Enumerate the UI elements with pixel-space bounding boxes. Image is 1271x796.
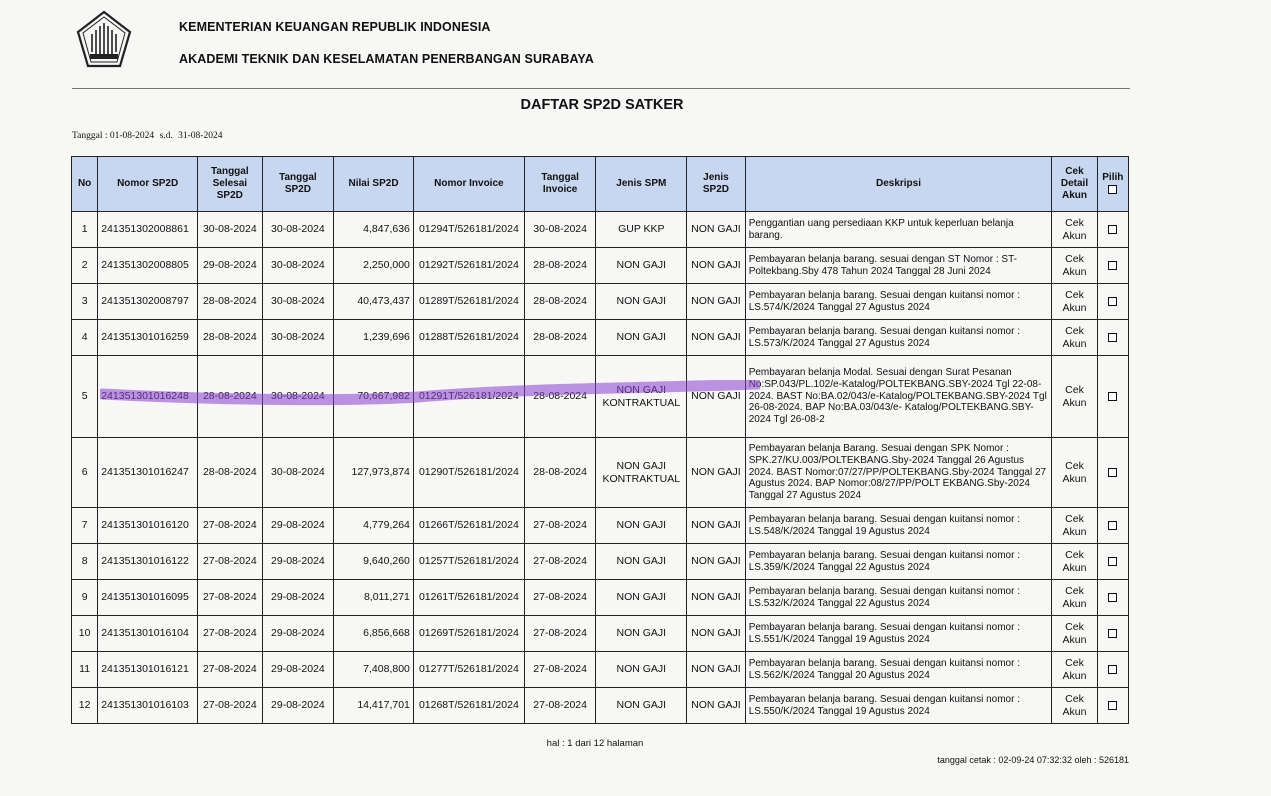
cell-tanggal-sp2d: 30-08-2024: [262, 356, 334, 438]
cell-jenis-sp2d: NON GAJI: [687, 284, 745, 320]
cek-akun-link[interactable]: Cek Akun: [1052, 320, 1097, 356]
cell-tanggal-sp2d: 30-08-2024: [262, 248, 334, 284]
cell-nomor-sp2d: 241351301016247: [98, 438, 198, 508]
col-nomor-sp2d: Nomor SP2D: [98, 157, 198, 212]
cell-jenis-spm: NON GAJI KONTRAKTUAL: [596, 438, 687, 508]
cell-no: 3: [72, 284, 98, 320]
cell-no: 2: [72, 248, 98, 284]
row-select-checkbox[interactable]: [1108, 392, 1117, 401]
cell-tanggal-sp2d: 29-08-2024: [262, 688, 334, 724]
cell-tanggal-sp2d: 29-08-2024: [262, 580, 334, 616]
header-divider: [72, 88, 1130, 89]
row-select-checkbox[interactable]: [1108, 629, 1117, 638]
cell-nomor-sp2d: 241351302008797: [98, 284, 198, 320]
cell-no: 4: [72, 320, 98, 356]
cell-tanggal-invoice: 28-08-2024: [524, 438, 596, 508]
cell-deskripsi: Pembayaran belanja barang. Sesuai dengan kuitansi nomor : LS.562/K/2024 Tanggal 20 Agustus 2024: [745, 652, 1052, 688]
table-row: [72, 544, 1129, 580]
cell-nilai-sp2d: 127,973,874: [334, 438, 414, 508]
cell-tanggal-sp2d: 29-08-2024: [262, 616, 334, 652]
cell-tanggal-invoice: 27-08-2024: [524, 616, 596, 652]
cell-pilih: [1097, 248, 1128, 284]
report-title: DAFTAR SP2D SATKER: [520, 97, 684, 113]
cell-nomor-sp2d: 241351302008805: [98, 248, 198, 284]
row-select-checkbox[interactable]: [1108, 701, 1117, 710]
period-end: 31-08-2024: [178, 131, 223, 141]
col-tanggal-invoice: Tanggal Invoice: [524, 157, 596, 212]
cell-nomor-sp2d: 241351301016259: [98, 320, 198, 356]
cell-nomor-sp2d: 241351301016104: [98, 616, 198, 652]
col-pilih-label: Pilih: [1102, 172, 1124, 184]
cell-tanggal-selesai: 29-08-2024: [198, 248, 263, 284]
table-row: [72, 580, 1129, 616]
cek-akun-link[interactable]: Cek Akun: [1052, 508, 1097, 544]
cell-deskripsi: Pembayaran belanja barang. Sesuai dengan kuitansi nomor : LS.359/K/2024 Tanggal 22 Agustus 2024: [745, 544, 1052, 580]
table-row: [72, 212, 1129, 248]
col-jenis-spm: Jenis SPM: [596, 157, 687, 212]
cell-jenis-sp2d: NON GAJI: [687, 688, 745, 724]
cek-akun-link[interactable]: Cek Akun: [1052, 356, 1097, 438]
cell-nilai-sp2d: 9,640,260: [334, 544, 414, 580]
cell-jenis-sp2d: NON GAJI: [687, 320, 745, 356]
cell-no: 10: [72, 616, 98, 652]
row-select-checkbox[interactable]: [1108, 297, 1117, 306]
cell-nomor-invoice: 01291T/526181/2024: [413, 356, 524, 438]
cell-nilai-sp2d: 1,239,696: [334, 320, 414, 356]
cell-nilai-sp2d: 14,417,701: [334, 688, 414, 724]
cek-akun-link[interactable]: Cek Akun: [1052, 212, 1097, 248]
cell-nilai-sp2d: 40,473,437: [334, 284, 414, 320]
col-pilih: [1097, 157, 1128, 212]
cell-nomor-invoice: 01289T/526181/2024: [413, 284, 524, 320]
cell-no: 6: [72, 438, 98, 508]
institution-name: AKADEMI TEKNIK DAN KESELAMATAN PENERBANGAN SURABAYA: [179, 52, 594, 66]
cell-nomor-invoice: 01288T/526181/2024: [413, 320, 524, 356]
cell-no: 7: [72, 508, 98, 544]
cell-tanggal-sp2d: 29-08-2024: [262, 508, 334, 544]
cell-pilih: [1097, 212, 1128, 248]
cell-deskripsi: Pembayaran belanja barang. Sesuai dengan kuitansi nomor : LS.573/K/2024 Tanggal 27 Agustus 2024: [745, 320, 1052, 356]
cell-pilih: [1097, 544, 1128, 580]
col-jenis-sp2d: Jenis SP2D: [687, 157, 745, 212]
cell-nilai-sp2d: 70,667,982: [334, 356, 414, 438]
cell-tanggal-selesai: 28-08-2024: [198, 356, 263, 438]
cell-deskripsi: Pembayaran belanja barang. Sesuai dengan kuitansi nomor : LS.551/K/2024 Tanggal 19 Agustus 2024: [745, 616, 1052, 652]
cell-jenis-sp2d: NON GAJI: [687, 652, 745, 688]
cell-pilih: [1097, 688, 1128, 724]
cell-nomor-invoice: 01266T/526181/2024: [413, 508, 524, 544]
cell-jenis-spm: NON GAJI: [596, 508, 687, 544]
cell-jenis-sp2d: NON GAJI: [687, 356, 745, 438]
cell-nomor-invoice: 01292T/526181/2024: [413, 248, 524, 284]
table-row: [72, 284, 1129, 320]
cell-nomor-sp2d: 241351302008861: [98, 212, 198, 248]
cell-tanggal-sp2d: 30-08-2024: [262, 438, 334, 508]
table-row: [72, 320, 1129, 356]
page-indicator: hal : 1 dari 12 halaman: [546, 738, 644, 749]
sp2d-table: [71, 156, 1129, 724]
cell-nomor-invoice: 01269T/526181/2024: [413, 616, 524, 652]
cell-tanggal-invoice: 27-08-2024: [524, 580, 596, 616]
cell-nomor-invoice: 01294T/526181/2024: [413, 212, 524, 248]
cell-no: 12: [72, 688, 98, 724]
cell-tanggal-invoice: 28-08-2024: [524, 284, 596, 320]
cell-jenis-spm: NON GAJI: [596, 580, 687, 616]
cell-tanggal-invoice: 27-08-2024: [524, 652, 596, 688]
cell-jenis-spm: NON GAJI: [596, 688, 687, 724]
cell-jenis-sp2d: NON GAJI: [687, 212, 745, 248]
cell-no: 11: [72, 652, 98, 688]
cell-tanggal-sp2d: 29-08-2024: [262, 544, 334, 580]
cell-tanggal-selesai: 27-08-2024: [198, 508, 263, 544]
cell-no: 1: [72, 212, 98, 248]
cell-deskripsi: Pembayaran belanja barang. sesuai dengan ST Nomor : ST-Poltekbang.Sby 478 Tahun 2024 Tanggal 28 Juni 2024: [745, 248, 1052, 284]
col-no: No: [72, 157, 98, 212]
cell-pilih: [1097, 356, 1128, 438]
row-select-checkbox[interactable]: [1108, 261, 1117, 270]
select-all-checkbox[interactable]: [1108, 185, 1117, 194]
cek-akun-link[interactable]: Cek Akun: [1052, 284, 1097, 320]
cell-tanggal-sp2d: 30-08-2024: [262, 284, 334, 320]
cell-no: 8: [72, 544, 98, 580]
cell-pilih: [1097, 438, 1128, 508]
cell-jenis-sp2d: NON GAJI: [687, 580, 745, 616]
cell-tanggal-selesai: 27-08-2024: [198, 580, 263, 616]
cell-nilai-sp2d: 8,011,271: [334, 580, 414, 616]
col-nomor-invoice: Nomor Invoice: [413, 157, 524, 212]
cell-tanggal-selesai: 27-08-2024: [198, 652, 263, 688]
cell-nomor-invoice: 01257T/526181/2024: [413, 544, 524, 580]
cell-tanggal-invoice: 30-08-2024: [524, 212, 596, 248]
table-row: [72, 508, 1129, 544]
row-select-checkbox[interactable]: [1108, 521, 1117, 530]
print-stamp: tanggal cetak : 02-09-24 07:32:32 oleh : 526181: [937, 755, 1129, 765]
cell-tanggal-selesai: 27-08-2024: [198, 544, 263, 580]
cell-tanggal-selesai: 28-08-2024: [198, 438, 263, 508]
cell-tanggal-sp2d: 30-08-2024: [262, 320, 334, 356]
cell-nilai-sp2d: 2,250,000: [334, 248, 414, 284]
col-tanggal-sp2d: Tanggal SP2D: [262, 157, 334, 212]
cek-akun-link[interactable]: Cek Akun: [1052, 688, 1097, 724]
row-select-checkbox[interactable]: [1108, 225, 1117, 234]
cell-nilai-sp2d: 4,847,636: [334, 212, 414, 248]
cell-nomor-sp2d: 241351301016095: [98, 580, 198, 616]
cell-tanggal-selesai: 30-08-2024: [198, 212, 263, 248]
cell-jenis-sp2d: NON GAJI: [687, 544, 745, 580]
cell-jenis-sp2d: NON GAJI: [687, 508, 745, 544]
table-row: [72, 616, 1129, 652]
cell-nilai-sp2d: 7,408,800: [334, 652, 414, 688]
cell-pilih: [1097, 508, 1128, 544]
table-row: [72, 356, 1129, 438]
cell-deskripsi: Pembayaran belanja barang. Sesuai dengan kuitansi nomor : LS.532/K/2024 Tanggal 22 Agustus 2024: [745, 580, 1052, 616]
cell-tanggal-invoice: 28-08-2024: [524, 248, 596, 284]
cell-tanggal-sp2d: 30-08-2024: [262, 212, 334, 248]
cell-tanggal-invoice: 27-08-2024: [524, 544, 596, 580]
cell-deskripsi: Pembayaran belanja barang. Sesuai dengan kuitansi nomor : LS.548/K/2024 Tanggal 19 Agustus 2024: [745, 508, 1052, 544]
cell-pilih: [1097, 652, 1128, 688]
table-header-row: [72, 157, 1129, 212]
table-body: [72, 212, 1129, 724]
cek-akun-link[interactable]: Cek Akun: [1052, 438, 1097, 508]
cell-tanggal-selesai: 27-08-2024: [198, 688, 263, 724]
cek-akun-link[interactable]: Cek Akun: [1052, 580, 1097, 616]
table-row: [72, 248, 1129, 284]
cek-akun-link[interactable]: Cek Akun: [1052, 248, 1097, 284]
cell-jenis-sp2d: NON GAJI: [687, 616, 745, 652]
cell-pilih: [1097, 616, 1128, 652]
cell-tanggal-invoice: 27-08-2024: [524, 508, 596, 544]
cell-nomor-sp2d: 241351301016121: [98, 652, 198, 688]
cell-jenis-spm: NON GAJI: [596, 320, 687, 356]
col-tanggal-selesai: Tanggal Selesai SP2D: [198, 157, 263, 212]
cell-tanggal-invoice: 27-08-2024: [524, 688, 596, 724]
period-separator: s.d.: [159, 131, 173, 141]
cek-akun-link[interactable]: Cek Akun: [1052, 652, 1097, 688]
row-select-checkbox[interactable]: [1108, 468, 1117, 477]
cell-pilih: [1097, 284, 1128, 320]
ministry-emblem-icon: [74, 10, 134, 70]
cell-tanggal-invoice: 28-08-2024: [524, 320, 596, 356]
cell-nilai-sp2d: 4,779,264: [334, 508, 414, 544]
cell-tanggal-sp2d: 29-08-2024: [262, 652, 334, 688]
cell-nomor-invoice: 01290T/526181/2024: [413, 438, 524, 508]
cell-jenis-spm: NON GAJI: [596, 652, 687, 688]
cell-jenis-spm: NON GAJI: [596, 544, 687, 580]
col-deskripsi: Deskripsi: [745, 157, 1052, 212]
table-row: [72, 652, 1129, 688]
row-select-checkbox[interactable]: [1108, 593, 1117, 602]
cek-akun-link[interactable]: Cek Akun: [1052, 616, 1097, 652]
table-row: [72, 688, 1129, 724]
cell-jenis-spm: NON GAJI: [596, 248, 687, 284]
cell-no: 5: [72, 356, 98, 438]
cell-pilih: [1097, 320, 1128, 356]
col-cek-detail-akun: Cek Detail Akun: [1052, 157, 1097, 212]
cell-jenis-sp2d: NON GAJI: [687, 248, 745, 284]
cell-deskripsi: Penggantian uang persediaan KKP untuk keperluan belanja barang.: [745, 212, 1052, 248]
cell-nomor-invoice: 01277T/526181/2024: [413, 652, 524, 688]
cell-deskripsi: Pembayaran belanja Modal. Sesuai dengan Surat Pesanan No:SP.043/PL.102/e-Katalog/POLTEKBANG.SBY-2024 Tgl 22-08-2024. BAST No:BA.02/043/e-Katalog/POLTEKBANG.SBY-2024 Tgl 26-08-2024. BAP No:BA.03/043/e- Katalog/POLTEKBANG.SBY-2024 Tgl 26-08-2: [745, 356, 1052, 438]
cell-pilih: [1097, 580, 1128, 616]
cell-nomor-sp2d: 241351301016103: [98, 688, 198, 724]
cell-deskripsi: Pembayaran belanja barang. Sesuai dengan kuitansi nomor : LS.550/K/2024 Tanggal 19 Agustus 2024: [745, 688, 1052, 724]
cell-jenis-spm: NON GAJI KONTRAKTUAL: [596, 356, 687, 438]
cell-jenis-sp2d: NON GAJI: [687, 438, 745, 508]
col-nilai-sp2d: Nilai SP2D: [334, 157, 414, 212]
report-period: [72, 131, 225, 141]
cell-deskripsi: Pembayaran belanja barang. Sesuai dengan kuitansi nomor : LS.574/K/2024 Tanggal 27 Agustus 2024: [745, 284, 1052, 320]
cell-jenis-spm: NON GAJI: [596, 616, 687, 652]
cell-nomor-sp2d: 241351301016120: [98, 508, 198, 544]
cell-tanggal-invoice: 28-08-2024: [524, 356, 596, 438]
cek-akun-link[interactable]: Cek Akun: [1052, 544, 1097, 580]
cell-tanggal-selesai: 27-08-2024: [198, 616, 263, 652]
cell-jenis-spm: GUP KKP: [596, 212, 687, 248]
cell-deskripsi: Pembayaran belanja Barang. Sesuai dengan SPK Nomor : SPK.27/KU.003/POLTEKBANG.Sby-2024 Tanggal 26 Agustus 2024. BAST Nomor:07/27/PP/POLTEKBANG.Sby-2024 Tanggal 27 Agustus 2024. BAP Nomor:08/27/PP/POLT EKBANG.Sby-2024 Tanggal 27 Agustus 2024: [745, 438, 1052, 508]
cell-no: 9: [72, 580, 98, 616]
table-row: [72, 438, 1129, 508]
cell-nomor-sp2d: 241351301016248: [98, 356, 198, 438]
cell-nilai-sp2d: 6,856,668: [334, 616, 414, 652]
row-select-checkbox[interactable]: [1108, 557, 1117, 566]
row-select-checkbox[interactable]: [1108, 665, 1117, 674]
cell-tanggal-selesai: 28-08-2024: [198, 284, 263, 320]
cell-nomor-sp2d: 241351301016122: [98, 544, 198, 580]
period-start: Tanggal : 01-08-2024: [72, 131, 155, 141]
cell-jenis-spm: NON GAJI: [596, 284, 687, 320]
ministry-name: KEMENTERIAN KEUANGAN REPUBLIK INDONESIA: [179, 20, 491, 34]
row-select-checkbox[interactable]: [1108, 333, 1117, 342]
cell-tanggal-selesai: 28-08-2024: [198, 320, 263, 356]
cell-nomor-invoice: 01261T/526181/2024: [413, 580, 524, 616]
cell-nomor-invoice: 01268T/526181/2024: [413, 688, 524, 724]
